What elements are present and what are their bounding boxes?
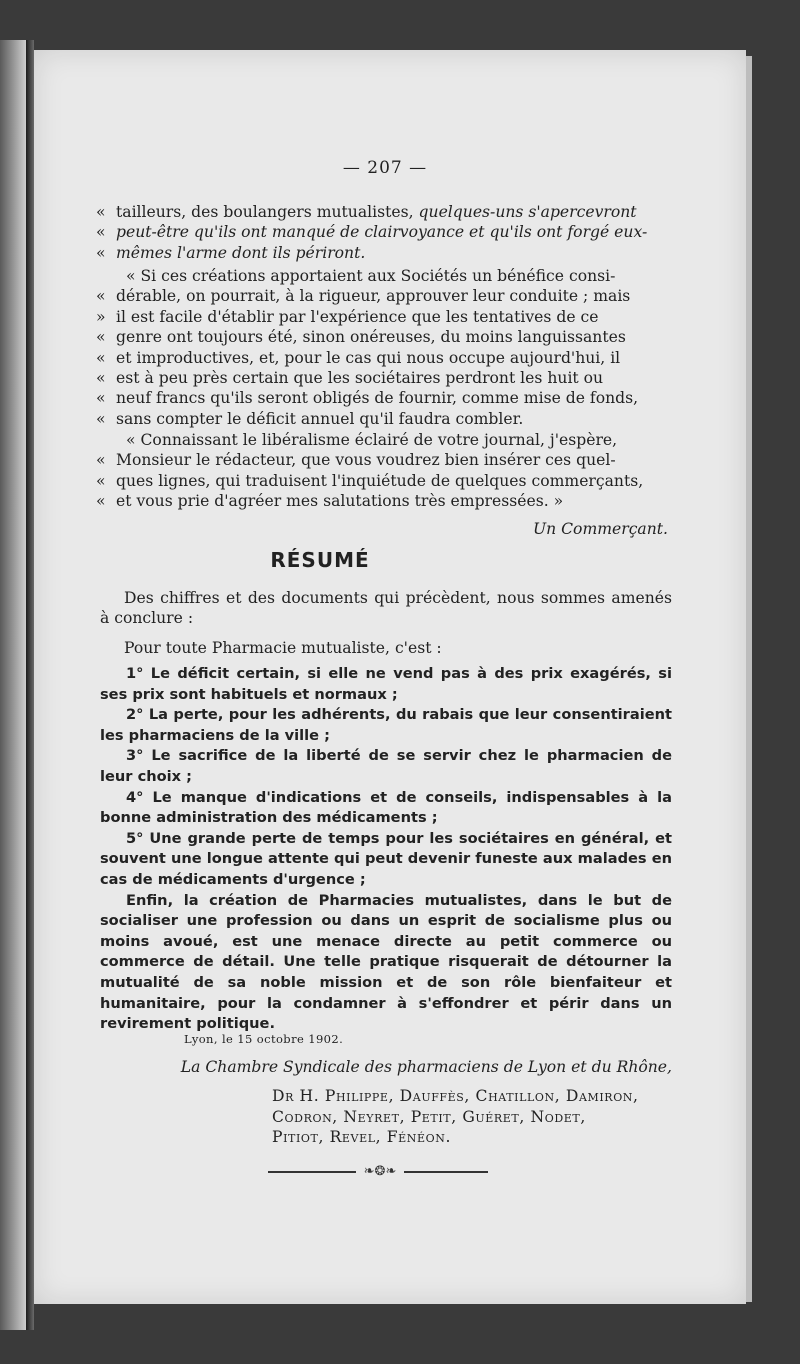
conclusion-item: 4° Le manque d'indications et de conseils, indispensables à la bonne administration des médicaments ; — [100, 788, 672, 827]
quote-line: « Si ces créations apportaient aux Sociétés un bénéfice consi- — [126, 267, 616, 285]
quote-line: « Connaissant le libéralisme éclairé de votre journal, j'espère, — [126, 431, 618, 449]
quote-block-3 — [96, 430, 672, 512]
quote-line: « sans compter le déficit annuel qu'il faudra combler. — [96, 409, 524, 428]
conclusion-item: 5° Une grande perte de temps pour les sociétaires en général, et souvent une longue attente qui peut devenir funeste aux malades en cas de médicaments d'urgence ; — [100, 829, 672, 888]
conclusion-list — [100, 664, 672, 1035]
page-edge — [746, 56, 752, 1302]
quote-line: » il est facile d'établir par l'expérience que les tentatives de ce — [96, 307, 599, 326]
conclusion-item: 2° La perte, pour les adhérents, du rabais que leur consentiraient les pharmaciens de la ville ; — [100, 706, 672, 744]
conclusion-paragraph: Enfin, la création de Pharmacies mutualistes, dans le but de socialiser une profession ou dans un esprit de socialisme plus ou moins avoué, est une menace directe au petit commerce ou commerce de détail. Une telle pratique risquerait de détourner la mutualité de sa noble mission et de son rôle bienfaiteur et humanitaire, pour la condamner à s'effondrer et périr dans un revirement politique. — [100, 891, 672, 1033]
names-line: Pitiot, Revel, Fénéon. — [272, 1128, 452, 1147]
left-page-edge — [0, 40, 26, 1330]
conclusion-item: 1° Le déficit certain, si elle ne vend pas à des prix exagérés, si ses prix sont habituels et normaux ; — [100, 665, 672, 703]
signatory-names — [272, 1086, 672, 1148]
names-line: Codron, Neyret, Petit, Guéret, Nodet, — [272, 1107, 586, 1126]
quote-line: « dérable, on pourrait, à la rigueur, approuver leur conduite ; mais — [96, 287, 631, 306]
quote-line: « et vous prie d'agréer mes salutations très empressées. » — [96, 492, 564, 511]
page-number: — 207 — — [342, 158, 428, 178]
resume-lead: Pour toute Pharmacie mutualiste, c'est : — [124, 639, 442, 657]
dateline: Lyon, le 15 octobre 1902. — [184, 1032, 344, 1046]
quote-line: « neuf francs qu'ils seront obligés de fournir, comme mise de fonds, — [96, 389, 639, 408]
end-ornament — [268, 1164, 488, 1180]
ornament-rule-left — [268, 1171, 356, 1173]
names-line: Dr H. Philippe, Dauffès, Chatillon, Damiron, — [272, 1087, 639, 1105]
quote-line: « ques lignes, qui traduisent l'inquiétude de quelques commerçants, — [96, 471, 644, 490]
section-heading: RÉSUMÉ — [270, 548, 370, 572]
quote-line: « Monsieur le rédacteur, que vous voudrez bien insérer ces quel- — [96, 451, 616, 470]
ornament-glyph: ❧❂❧ — [363, 1164, 397, 1179]
quote-line: « tailleurs, des boulangers mutualistes, quelques-uns s'apercevront — [96, 203, 637, 221]
quote-line: « mêmes l'arme dont ils périront. — [96, 243, 366, 262]
quote-block-1 — [96, 202, 672, 263]
ornament-rule-right — [404, 1171, 488, 1173]
resume-intro: Des chiffres et des documents qui précèdent, nous sommes amenés à conclure : — [100, 589, 672, 628]
quote-line: « peut-être qu'ils ont manqué de clairvoyance et qu'ils ont forgé eux- — [96, 223, 648, 242]
quote-line: « genre ont toujours été, sinon onéreuses, du moins languissantes — [96, 328, 626, 347]
quote-line: « est à peu près certain que les sociétaires perdront les huit ou — [96, 369, 604, 388]
letter-signature: Un Commerçant. — [532, 520, 668, 538]
quote-line: « et improductives, et, pour le cas qui nous occupe aujourd'hui, il — [96, 348, 621, 367]
quote-block-2 — [96, 266, 672, 429]
signatory-body: La Chambre Syndicale des pharmaciens de Lyon et du Rhône, — [180, 1058, 672, 1076]
conclusion-item: 3° Le sacrifice de la liberté de se servir chez le pharmacien de leur choix ; — [100, 747, 672, 785]
book-page — [34, 50, 746, 1304]
book-spine — [26, 40, 34, 1330]
